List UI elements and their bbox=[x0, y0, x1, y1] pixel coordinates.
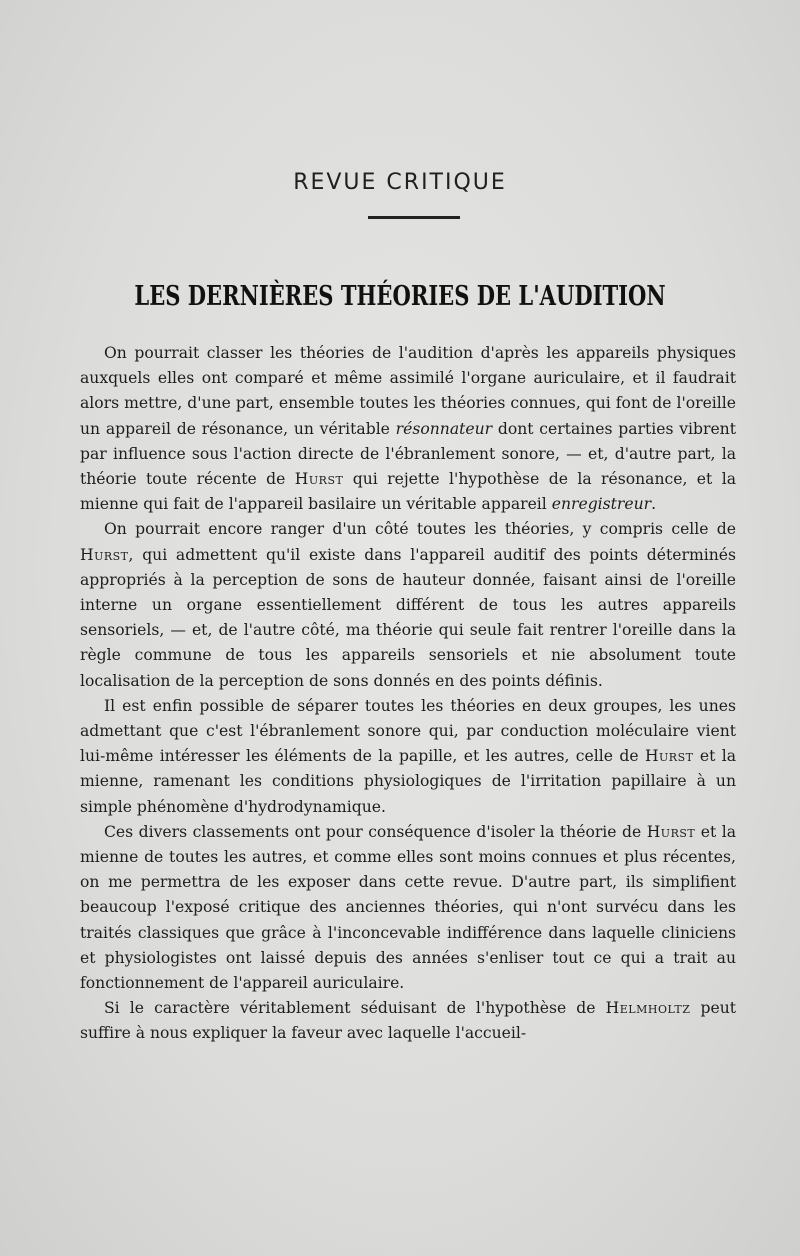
text-run: peut suffire à nous expliquer la faveur avec laquelle l'accueil- bbox=[80, 999, 736, 1043]
paragraph bbox=[80, 996, 736, 1046]
author-name: Hurst bbox=[80, 545, 129, 564]
text-run: et la mienne de toutes les autres, et comme elles sont moins connues et plus récentes, on me permettra de les exposer dans cette revue. D'autre part, ils simplifient beaucoup l'exposé critique des anciennes théories, qui n'ont survécu dans les traités classiques que grâce à l'inconcevable indifférence dans laquelle cliniciens et physiologistes ont laissé depuis des années s'enliser tout ce qui a trait au fonctionnement de l'appareil auriculaire. bbox=[80, 822, 736, 993]
text-run: qui rejette l'hypothèse de la résonance, et la mienne qui fait de l'appareil basilaire un véritable appareil bbox=[80, 470, 736, 514]
paragraph bbox=[80, 820, 736, 996]
emphasis-text: résonnateur bbox=[395, 419, 493, 438]
author-name: Hurst bbox=[646, 822, 696, 841]
text-run: dont certaines parties vibrent par influence sous l'action directe de l'ébranlement sonore, — et, d'autre part, la théorie toute récente de bbox=[80, 419, 736, 489]
emphasis-text: enregistreur bbox=[551, 495, 652, 514]
text-run: Si le caractère véritablement séduisant de l'hypothèse de bbox=[104, 999, 606, 1018]
author-name: Hurst bbox=[644, 747, 694, 766]
section-heading: REVUE CRITIQUE bbox=[293, 170, 507, 195]
text-run: . bbox=[651, 495, 657, 514]
text-run: Ces divers classements ont pour conséquence d'isoler la théorie de bbox=[104, 822, 647, 841]
paragraph bbox=[80, 694, 736, 820]
text-run: On pourrait classer les théories de l'audition d'après les appareils physiques auxquels elles ont comparé et même assimilé l'organe auriculaire, et il faudrait alors mettre, d'une part, ensemble toutes les théories connues, qui font de l'oreille un appareil de résonance, un véritable bbox=[80, 344, 736, 438]
text-run: , qui admettent qu'il existe dans l'appareil auditif des points déterminés appropriés à la perception de sons de hauteur donnée, faisant ainsi de l'oreille interne un organe essentiellement différent de tous les autres appareils sensoriels, — et, de l'autre côté, ma théorie qui seule fait rentrer l'oreille dans la règle commune de tous les appareils sensoriels et nie absolument toute localisation de la perception de sons donnés en des points définis. bbox=[80, 545, 736, 690]
text-run: On pourrait encore ranger d'un côté toutes les théories, y compris celle de bbox=[104, 520, 736, 539]
article-title: LES DERNIÈRES THÉORIES DE L'AUDITION bbox=[134, 281, 666, 312]
text-run: Il est enfin possible de séparer toutes les théories en deux groupes, les unes admettant que c'est l'ébranlement sonore qui, par conduction moléculaire vient lui-même intéresser les éléments de la papille, et les autres, celle de bbox=[80, 696, 736, 766]
text-run: et la mienne, ramenant les conditions physiologiques de l'irritation papillaire à un simple phénomène d'hydrodynamique. bbox=[80, 747, 736, 816]
author-name: Hurst bbox=[294, 470, 344, 489]
paragraph bbox=[80, 341, 736, 517]
author-name: Helmholtz bbox=[605, 999, 691, 1018]
heading-rule bbox=[368, 216, 460, 219]
paragraph bbox=[80, 517, 736, 693]
article-body bbox=[80, 341, 736, 1047]
